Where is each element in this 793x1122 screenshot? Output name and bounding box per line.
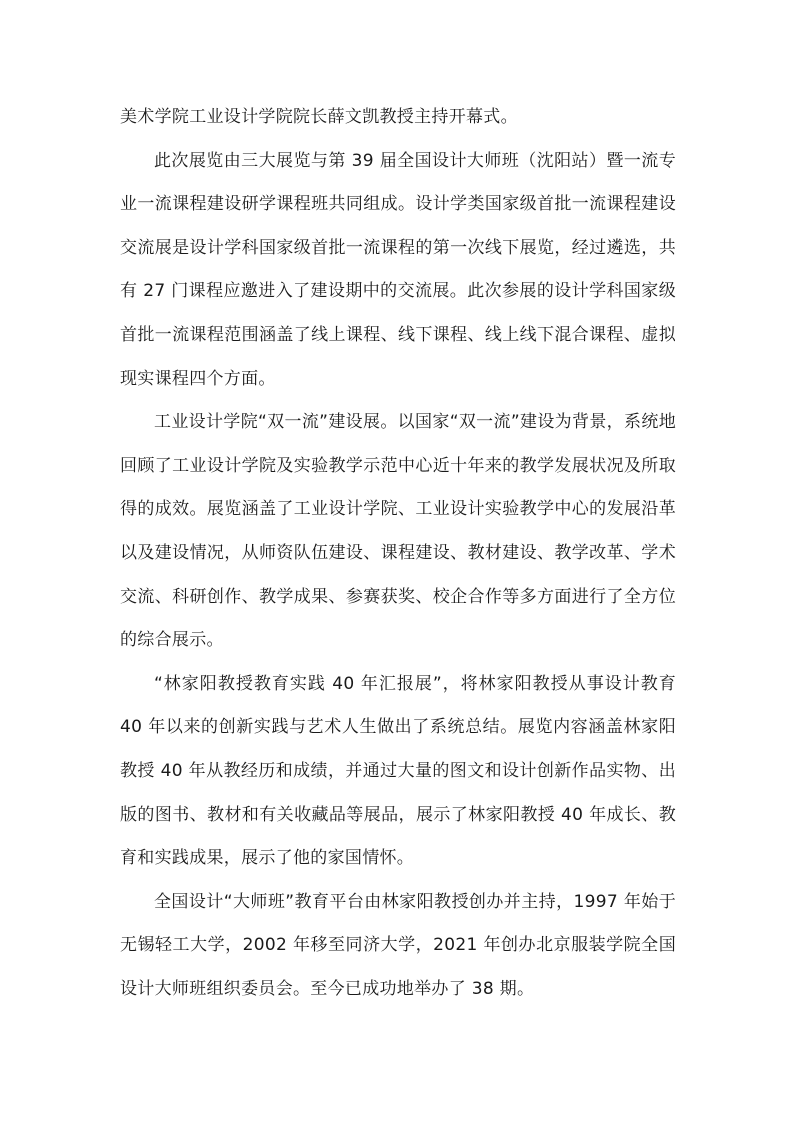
paragraph-master-class-platform: 全国设计“大师班”教育平台由林家阳教授创办并主持，1997 年始于无锡轻工大学，2002 年移至同济大学，2021 年创办北京服装学院全国设计大师班组织委员会。至今已成功地举办了 38 期。 [120,891,676,999]
paragraph-opening-continuation: 美术学院工业设计学院院长薛文凯教授主持开幕式。 [120,107,518,127]
body-text [120,96,676,1011]
paragraph-exhibition-overview: 此次展览由三大展览与第 39 届全国设计大师班（沈阳站）暨一流专业一流课程建设研学课程班共同组成。设计学类国家级首批一流课程建设交流展是设计学科国家级首批一流课程的第一次线下展览，经过遴选，共有 27 门课程应邀进入了建设期中的交流展。此次参展的设计学科国家级首批一流课程范围涵盖了线上课程、线下课程、线上线下混合课程、虚拟现实课程四个方面。 [120,150,676,389]
paragraph-double-first-class: 工业设计学院“双一流”建设展。以国家“双一流”建设为背景，系统地回顾了工业设计学院及实验教学示范中心近十年来的教学发展状况及所取得的成效。展览涵盖了工业设计学院、工业设计实验教学中心的发展沿革以及建设情况，从师资队伍建设、课程建设、教材建设、教学改革、学术交流、科研创作、教学成果、参赛获奖、校企合作等多方面进行了全方位的综合展示。 [120,412,676,651]
paragraph-lin-jiayang-exhibition: “林家阳教授教育实践 40 年汇报展”，将林家阳教授从事设计教育 40 年以来的创新实践与艺术人生做出了系统总结。展览内容涵盖林家阳教授 40 年从教经历和成绩，并通过大量的图文和设计创新作品实物、出版的图书、教材和有关收藏品等展品，展示了林家阳教授 40 年成长、教育和实践成果，展示了他的家国情怀。 [120,673,676,869]
